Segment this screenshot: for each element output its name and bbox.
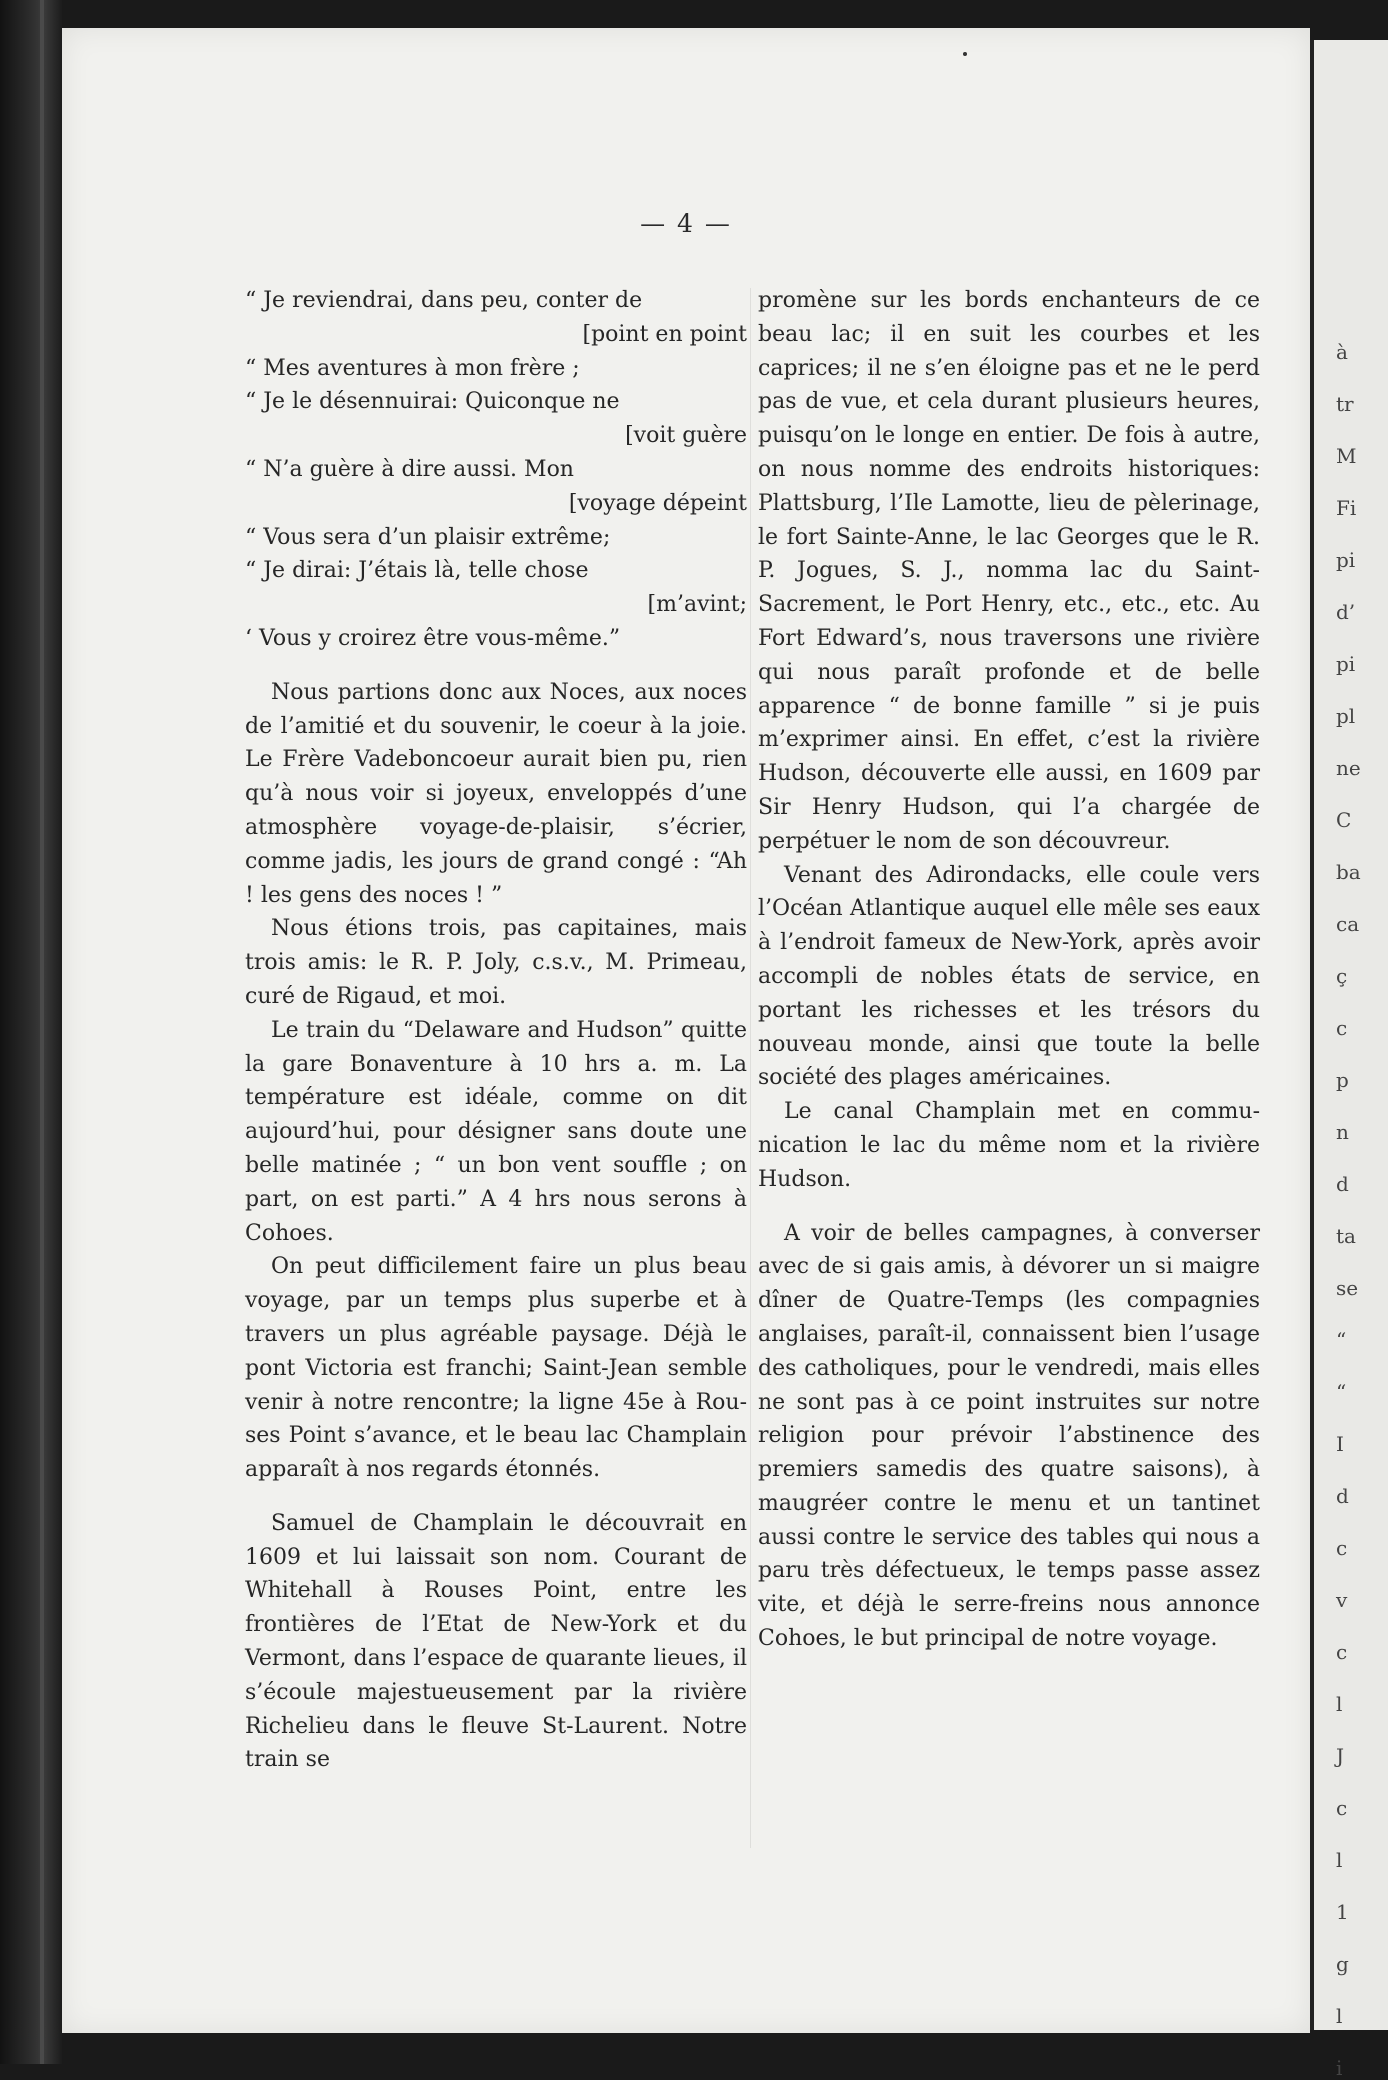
adjacent-page-letter: M: [1336, 444, 1357, 468]
right-paragraphs: [758, 284, 1260, 1656]
adjacent-page-letter: c: [1336, 1016, 1348, 1040]
adjacent-page-letter: J: [1336, 1744, 1345, 1768]
paragraph: Le train du “Delaware and Hudson” quitte la gare Bonaventure à 10 hrs a. m. La température est idéale, comme on dit aujourd’hui, pour désigner sans doute une belle matinée ; “ un bon vent souffle ; on part, on est parti.” A 4 hrs nous serons à Cohoes.: [245, 1017, 747, 1246]
right-column: [758, 284, 1260, 1656]
poem-line: [point en point: [582, 321, 747, 347]
adjacent-page-letter: l: [1336, 2004, 1343, 2028]
adjacent-page-letter: à: [1336, 340, 1348, 364]
adjacent-page-letter: pi: [1336, 548, 1356, 572]
adjacent-page-letter: i: [1336, 2056, 1343, 2080]
adjacent-page-letter: ba: [1336, 860, 1361, 884]
adjacent-page-letter: c: [1336, 1536, 1348, 1560]
poem-stanza: [245, 284, 747, 656]
adjacent-page-letter: ne: [1336, 756, 1361, 780]
adjacent-page-letter: d: [1336, 1484, 1349, 1508]
column-divider: [750, 288, 751, 1848]
poem-line: “ N’a guère à dire aussi. Mon: [245, 456, 574, 482]
adjacent-page-letter: I: [1336, 1432, 1344, 1456]
poem-line: “ Vous sera d’un plaisir extrême;: [245, 524, 611, 550]
adjacent-page-letter: g: [1336, 1952, 1349, 1976]
paragraph: promène sur les bords enchanteurs de ce beau lac; il en suit les courbes et les caprices; il ne s’en éloigne pas et ne le perd pas de vue, et cela durant plusieurs heures, puisqu’on le longe en entier. De fois à autre, on nous nomme des endroits historiques: Plattsburg, l’Ile Lamotte, lieu de pèlerinage, le fort Sainte-Anne, le lac Georges que le R. P. Jogues, S. J., nomma lac du Saint-Sacrement, le Port Henry, etc., etc., etc. Au Fort Edward’s, nous traversons une rivière qui nous paraît profonde et de belle apparence “ de bonne famille ” si je puis m’exprimer ainsi. En effet, c’est la rivière Hudson, découverte elle aussi, en 1609 par Sir Henry Hudson, qui l’a chargée de perpétuer le nom de son découvreur.: [758, 288, 1260, 854]
adjacent-page-letter: se: [1336, 1276, 1359, 1300]
adjacent-page-letter: “: [1336, 1328, 1347, 1352]
adjacent-page-letter: Fi: [1336, 496, 1357, 520]
adjacent-page-letter: d: [1336, 1172, 1349, 1196]
paragraph: On peut difficilement faire un plus beau voyage, par un temps plus superbe et à travers un plus agréable paysage. Déjà le pont Victoria est franchi; Saint-Jean semble venir à notre rencontre; la ligne 45e à Rouses Point s’avance, et le beau lac Champlain apparaît à nos regards étonnés.: [245, 1254, 747, 1483]
poem-line: [m’avint;: [647, 592, 747, 618]
page-number: — 4 —: [640, 209, 732, 238]
adjacent-page-letter: d’: [1336, 600, 1356, 624]
adjacent-page-letter: c: [1336, 1640, 1348, 1664]
adjacent-page-letter: “: [1336, 1380, 1347, 1404]
poem-line: ‘ Vous y croirez être vous-même.”: [245, 625, 621, 651]
adjacent-page-letter: 1: [1336, 1900, 1349, 1924]
adjacent-page-letter: tr: [1336, 392, 1354, 416]
poem-line: [voit guère: [625, 423, 747, 449]
speck: [963, 52, 967, 56]
poem-line: “ Mes aventures à mon frère ;: [245, 355, 580, 381]
adjacent-page-letter: ta: [1336, 1224, 1356, 1248]
paragraph: Nous partions donc aux Noces, aux noces de l’amitié et du souvenir, le coeur à la joie. Le Frère Vadeboncoeur aurait bien pu, rien qu’à nous voir si joyeux, enveloppés d’une atmosphère voyage-de-plaisir, s’écrier, comme jadis, les jours de grand congé : “Ah ! les gens des noces ! ”: [245, 679, 747, 908]
book-page: [62, 28, 1310, 2033]
adjacent-page-letter: ç: [1336, 964, 1348, 988]
adjacent-page-edge: [1310, 40, 1388, 2080]
left-paragraphs: [245, 676, 747, 1778]
binding-edge: [40, 0, 44, 2064]
adjacent-page-letter: l: [1336, 1692, 1343, 1716]
adjacent-page-letter: c: [1336, 1796, 1348, 1820]
paragraph: A voir de belles campagnes, à converser avec de si gais amis, à dévorer un si maigre dîner de Quatre-Temps (les compagnies anglaises, paraît-il, connaissent bien l’usage des catholiques, pour le vendredi, mais elles ne sont pas à ce point instruites sur notre religion pour prévoir l’abstinence des premiers samedis des quatre saisons), à maugréer contre le menu et un tantinet aussi contre le service des tables qui nous a paru très défectueux, le temps passe assez vite, et déjà le serre-freins nous annonce Cohoes, le but principal de notre voyage.: [758, 1220, 1260, 1652]
paragraph: Venant des Adirondacks, elle coule vers l’Océan Atlantique auquel elle mêle ses eaux à l’endroit fameux de New-York, après avoir accompli de nobles états de service, en portant les richesses et les trésors du nouveau monde, ainsi que toute la belle société des plages américaines.: [758, 862, 1260, 1091]
adjacent-page-letter: ca: [1336, 912, 1360, 936]
adjacent-page-letter: n: [1336, 1120, 1349, 1144]
poem-line: [voyage dépeint: [568, 490, 747, 516]
paragraph: Nous étions trois, pas capitaines, mais trois amis: le R. P. Joly, c.s.v., M. Primeau, curé de Rigaud, et moi.: [245, 916, 747, 1009]
poem-line: “ Je reviendrai, dans peu, conter de: [245, 288, 643, 313]
paragraph: Samuel de Champlain le découvrait en 1609 et lui laissait son nom. Courant de Whitehall à Rouses Point, entre les frontières de l’Etat de New-York et du Vermont, dans l’espace de quarante lieues, il s’écoule majestueusement par la rivière Richelieu dans le fleuve St-Laurent. Notre train se: [245, 1510, 747, 1773]
paragraph: Le canal Champlain met en communication le lac du même nom et la rivière Hudson.: [758, 1099, 1260, 1192]
poem-line: “ Je dirai: J’étais là, telle chose: [245, 558, 589, 584]
adjacent-page-letter: p: [1336, 1068, 1349, 1092]
adjacent-page-letter: C: [1336, 808, 1352, 832]
adjacent-page-letter: v: [1336, 1588, 1348, 1612]
poem-line: “ Je le désennuirai: Quiconque ne: [245, 389, 620, 415]
adjacent-page-letter: pi: [1336, 652, 1356, 676]
book-binding: [0, 0, 62, 2064]
adjacent-page-letter: l: [1336, 1848, 1343, 1872]
left-column: [245, 284, 747, 1777]
adjacent-page-letter: pl: [1336, 704, 1356, 728]
